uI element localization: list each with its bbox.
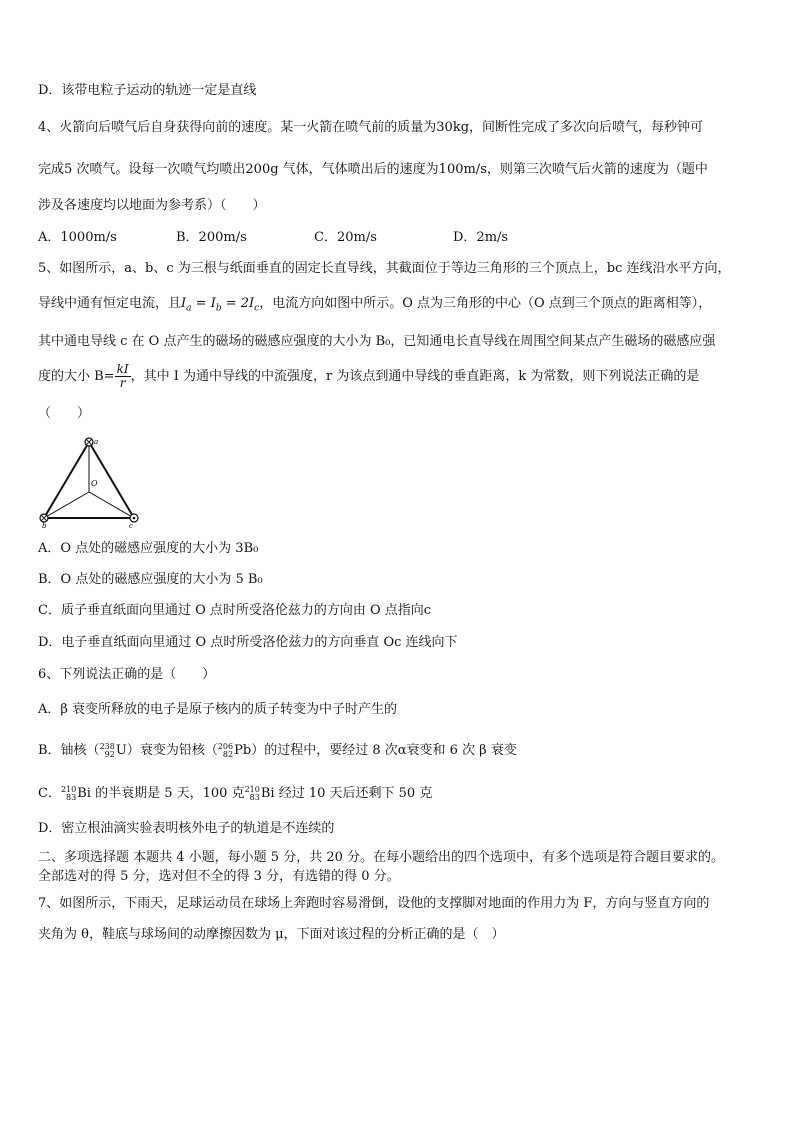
q5-stem-line5: （ ） (38, 406, 91, 421)
q5-formula-label: 度的大小 B= (38, 369, 115, 384)
bismuth-nuclide-2: 210 83 (244, 784, 260, 802)
q4-option-a: A．1000m/s (38, 230, 117, 245)
label-c: c (129, 522, 133, 529)
q5-line2-text-a: 导线中通有恒定电流，且 (38, 296, 182, 311)
q4-option-c: C．20m/s (314, 230, 377, 245)
wire-a-cross-icon (85, 438, 93, 446)
q5-stem-line4 (38, 362, 699, 392)
label-o: O (91, 479, 98, 488)
section2-heading-line2: 全部选对的得 5 分，选对但不全的得 3 分，有选错的得 0 分。 (38, 869, 400, 884)
q4-stem-line2: 完成5 次喷气。设每一次喷气均喷出200g 气体，气体喷出后的速度为100m/s，则第三次喷气后火箭的速度为（题中 (38, 162, 708, 177)
q5-option-d: D．电子垂直纸面向里通过 O 点时所受洛伦兹力的方向垂直 Oc 连线向下 (38, 635, 458, 650)
q5-stem-line3: 其中通电导线 c 在 O 点产生的磁场的磁感应强度的大小为 B₀，已知通电长直导线在周围空间某点产生磁场的磁感应强 (38, 334, 716, 349)
q6-option-d: D．密立根油滴实验表明核外电子的轨道是不连续的 (38, 821, 335, 836)
q4-stem-line3: 涉及各速度均以地面为参考系）（ ） (38, 198, 266, 213)
label-b: b (42, 522, 47, 529)
q5-option-c: C．质子垂直纸面向里通过 O 点时所受洛伦兹力的方向由 O 点指向c (38, 603, 432, 618)
q5-current-ia: $I_a = I_b = 2I_c$ (181, 296, 260, 314)
q5-formula-explanation: ，其中 I 为通中导线的中流强度，r 为该点到通中导线的垂直距离，k 为常数，则下列说法正确的是 (130, 369, 700, 384)
q5-line2-text-b: ，电流方向如图中所示。O 点为三角形的中心（O 点到三个顶点的距离相等）， (259, 296, 712, 311)
section2-heading-line1: 二、多项选择题 本题共 4 小题，每小题 5 分，共 20 分。在每小题给出的四个选项中，有多个选项是符合题目要求的。 (38, 850, 725, 865)
q6-stem: 6、下列说法正确的是（ ） (38, 667, 216, 682)
lead-nuclide: 206 82 (217, 741, 234, 759)
q7-stem-line1: 7、如图所示，下雨天，足球运动员在球场上奔跑时容易滑倒，设他的支撑脚对地面的作用力为 F，方向与竖直方向的 (38, 896, 710, 911)
q4-option-b: B．200m/s (176, 230, 247, 245)
q5-triangle-diagram (34, 434, 144, 529)
q6-option-c: C． 210 83 Bi 的半衰期是 5 天，100 克 210 83 Bi 经过 10 天后还剩下 50 克 (38, 784, 433, 802)
wire-c-dot-icon (130, 514, 138, 522)
q5-stem-line1: 5、如图所示，a、b、c 为三根与纸面垂直的固定长直导线，其截面位于等边三角形的三个顶点上，bc 连线沿水平方向， (38, 261, 731, 276)
q6-option-a: A．β 衰变所释放的电子是原子核内的质子转变为中子时产生的 (38, 702, 398, 717)
triangle-side-ab (44, 442, 89, 518)
q5-option-a: A．O 点处的磁感应强度的大小为 3B₀ (38, 541, 259, 556)
bismuth-nuclide-1: 210 83 (60, 784, 77, 802)
q6-option-b: B．铀核（ 238 92 U）衰变为铅核（ 206 82 Pb）的过程中，要经过 8 次α衰变和 6 次 β 衰变 (38, 741, 517, 759)
q7-stem-line2: 夹角为 θ，鞋底与球场间的动摩擦因数为 μ，下面对该过程的分析正确的是（ ） (38, 927, 505, 942)
q3-option-d: D．该带电粒子运动的轨迹一定是直线 (38, 83, 257, 98)
uranium-nuclide: 238 92 (99, 741, 115, 759)
q5-option-b: B．O 点处的磁感应强度的大小为 5 B₀ (38, 572, 263, 587)
q4-stem-line1: 4、火箭向后喷气后自身获得向前的速度。某一火箭在喷气前的质量为30kg，间断性完成了多次向后喷气，每秒钟可 (38, 120, 704, 135)
label-a: a (94, 438, 99, 446)
q4-option-d: D．2m/s (453, 230, 509, 245)
q5-formula-fraction: $\frac{kI}{r}$ (116, 362, 129, 390)
q5-stem-line2 (38, 295, 711, 318)
wire-b-cross-icon (40, 514, 48, 522)
